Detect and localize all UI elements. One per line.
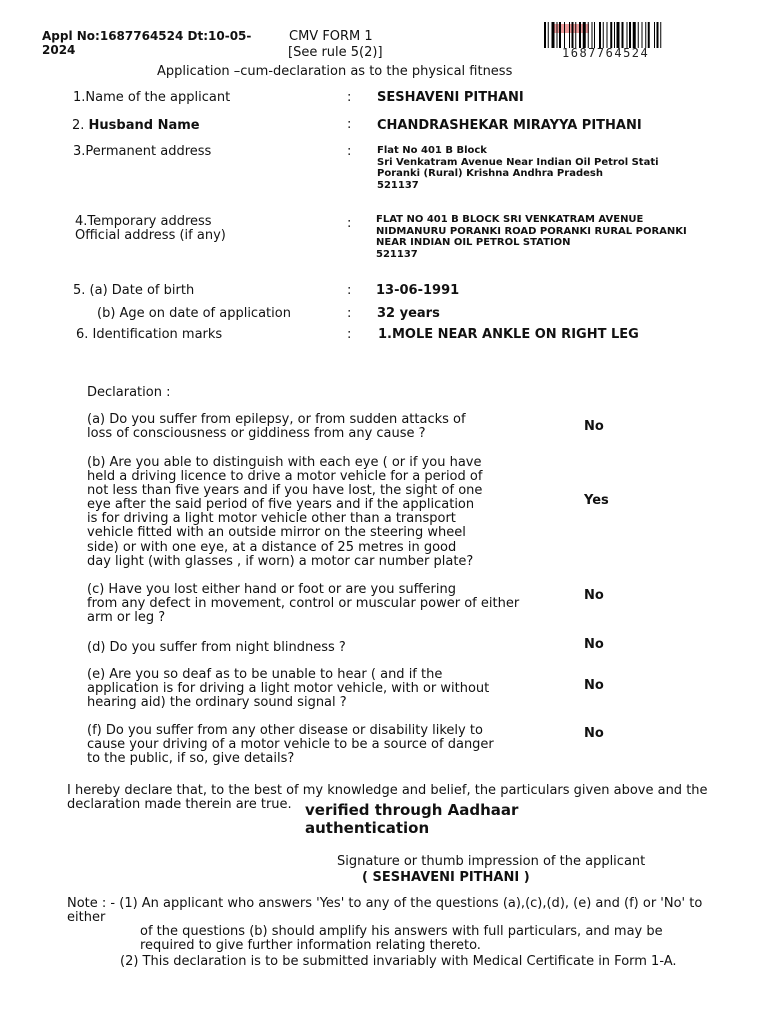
barcode-bar	[544, 22, 546, 48]
signature-name: ( SESHAVENI PITHANI )	[362, 870, 530, 885]
form-title: CMV FORM 1	[289, 29, 373, 44]
answer-d: No	[584, 637, 604, 652]
barcode-bar	[559, 22, 561, 48]
husband-name-number: 2.	[72, 118, 85, 133]
barcode-bar	[642, 22, 643, 48]
husband-name-text: Husband Name	[88, 118, 200, 133]
barcode-bar	[654, 22, 655, 48]
barcode-bar	[622, 22, 624, 48]
barcode-bar	[603, 22, 604, 48]
question-a: (a) Do you suffer from epilepsy, or from sudden attacks of loss of consciousness or giddiness from any cause ?	[87, 412, 466, 442]
husband-name-label	[72, 118, 200, 133]
applicant-name-label: 1.Name of the applicant	[73, 90, 231, 105]
colon: :	[347, 283, 352, 298]
barcode-bar	[660, 22, 661, 48]
question-b: (b) Are you able to distinguish with each eye ( or if you have held a driving licence to drive a motor vehicle for a period of not less than five years and if you have lost, the sight of one eye after the said period of five years and if the application is for driving a light motor vehicle other than a transport vehicle fitted with an outside mirror on the steering wheel side) or with one eye, at a distance of 25 metres in good day light (with glasses , if worn) a motor car number plate?	[87, 455, 483, 569]
barcode-image	[544, 22, 712, 48]
barcode-bar	[638, 22, 639, 48]
barcode-bar	[552, 22, 555, 48]
barcode-number: 1687764524	[562, 46, 650, 60]
barcode-bar	[599, 22, 601, 48]
barcode-bar	[627, 22, 628, 48]
colon: :	[347, 117, 352, 132]
barcode-bar	[657, 22, 659, 48]
barcode-bar	[614, 22, 615, 48]
answer-c: No	[584, 588, 604, 603]
barcode-bar	[564, 22, 565, 48]
colon: :	[347, 90, 352, 105]
barcode-bar	[572, 22, 574, 48]
answer-e: No	[584, 678, 604, 693]
barcode-bar	[569, 22, 570, 48]
declaration-statement: I hereby declare that, to the best of my knowledge and belief, the particulars given above and the declaration made therein are true.	[67, 783, 708, 812]
husband-name-value: CHANDRASHEKAR MIRAYYA PITHANI	[377, 118, 642, 133]
question-f: (f) Do you suffer from any other disease or disability likely to cause your driving of a motor vehicle to be a source of danger to the public, if so, give details?	[87, 723, 494, 767]
form-subtitle: Application –cum-declaration as to the physical fitness	[157, 64, 513, 79]
temporary-address-value: FLAT NO 401 B BLOCK SRI VENKATRAM AVENUE NIDMANURU PORANKI ROAD PORANKI RURAL PORANKI NEAR INDIAN OIL PETROL STATION 521137	[376, 214, 687, 260]
barcode-bar	[594, 22, 595, 48]
colon: :	[347, 306, 352, 321]
note-line-2: of the questions (b) should amplify his answers with full particulars, and may be required to give further information relating thereto.	[140, 924, 663, 953]
date-of-birth-label: 5. (a) Date of birth	[73, 283, 195, 298]
barcode-bar	[645, 22, 646, 48]
barcode-bar	[579, 22, 581, 48]
form-rule: [See rule 5(2)]	[288, 45, 383, 60]
barcode-bar	[629, 22, 631, 48]
colon: :	[347, 144, 352, 159]
permanent-address-label: 3.Permanent address	[73, 144, 212, 159]
identification-marks-label: 6. Identification marks	[76, 327, 223, 342]
note-line-1: Note : - (1) An applicant who answers 'Yes' to any of the questions (a),(c),(d), (e) and (f) or 'No' to either	[67, 896, 703, 925]
answer-b: Yes	[584, 493, 609, 508]
barcode-bar	[548, 22, 549, 48]
application-number: Appl No:1687764524 Dt:10-05- 2024	[42, 29, 252, 57]
date-of-birth-value: 13-06-1991	[376, 283, 460, 298]
barcode-bar	[588, 22, 589, 48]
question-d: (d) Do you suffer from night blindness ?	[87, 640, 346, 655]
barcode-bar	[583, 22, 586, 48]
question-e: (e) Are you so deaf as to be unable to hear ( and if the application is for driving a light motor vehicle, with or without hearing aid) the ordinary sound signal ?	[87, 667, 490, 711]
barcode-bar	[648, 22, 650, 48]
barcode-bar	[575, 22, 576, 48]
barcode-bar	[633, 22, 636, 48]
applicant-name-value: SESHAVENI PITHANI	[377, 90, 524, 105]
identification-marks-value: 1.MOLE NEAR ANKLE ON RIGHT LEG	[378, 327, 639, 342]
answer-a: No	[584, 419, 604, 434]
barcode-bar	[592, 22, 593, 48]
answer-f: No	[584, 726, 604, 741]
age-label: (b) Age on date of application	[97, 306, 291, 321]
aadhaar-verification-note: verified through Aadhaar authentication	[305, 801, 519, 837]
declaration-heading: Declaration :	[87, 385, 171, 400]
permanent-address-value: Flat No 401 B Block Sri Venkatram Avenue Near Indian Oil Petrol Stati Poranki (Rural) Krishna Andhra Pradesh 521137	[377, 145, 659, 191]
age-value: 32 years	[377, 306, 440, 321]
colon: :	[347, 327, 352, 342]
barcode-bar	[557, 22, 558, 48]
barcode-bar	[617, 22, 620, 48]
barcode-bar	[610, 22, 612, 48]
question-c: (c) Have you lost either hand or foot or are you suffering from any defect in movement, control or muscular power of either arm or leg ?	[87, 582, 520, 626]
temporary-address-label: 4.Temporary address Official address (if any)	[75, 214, 226, 243]
note-line-3: (2) This declaration is to be submitted invariably with Medical Certificate in Form 1-A.	[120, 954, 677, 969]
barcode-bar	[607, 22, 608, 48]
colon: :	[347, 216, 352, 231]
signature-label: Signature or thumb impression of the applicant	[337, 854, 646, 869]
